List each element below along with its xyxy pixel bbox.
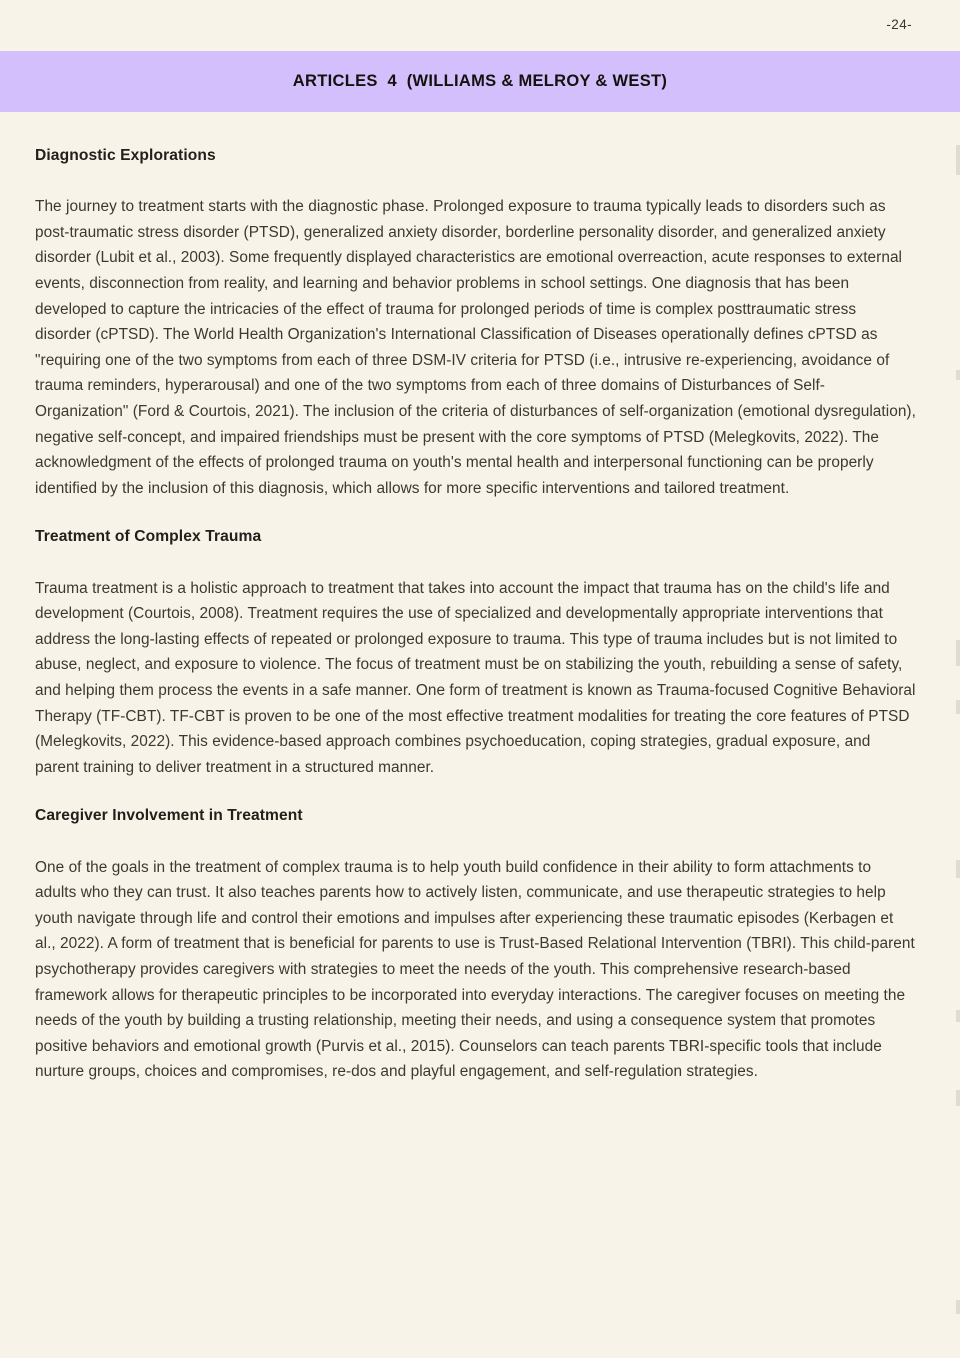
section-paragraph: One of the goals in the treatment of complex trauma is to help youth build confidence in their ability to form attachments to adults who they can trust. It also teaches parents how to actively listen, communicate, and use therapeutic strategies to help youth navigate through life and control their emotions and impulses after experiencing these traumatic episodes (Kerbagen et al., 2022). A form of treatment that is beneficial for parents to use is Trust-Based Relational Intervention (TBRI). This child-parent psychotherapy provides caregivers with strategies to meet the needs of the youth. This comprehensive research-based framework allows for therapeutic principles to be incorporated into everyday interactions. The caregiver focuses on meeting the needs of the youth by building a trusting relationship, meeting their needs, and using a consequence system that promotes positive behaviors and emotional growth (Purvis et al., 2015). Counselors can teach parents TBRI-specific tools that include nurture groups, choices and compromises, re-dos and playful engagement, and self-regulation strategies.: [35, 858, 915, 1081]
section-treatment-of-complex-trauma: [35, 527, 916, 780]
heading-spacer: [35, 174, 916, 194]
section-caregiver-involvement-in-treatment: [35, 806, 916, 1085]
section-paragraph: Trauma treatment is a holistic approach to treatment that takes into account the impact that trauma has on the child's life and development (Courtois, 2008). Treatment requires the use of specialized and developmentally appropriate interventions that address the long-lasting effects of repeated or prolonged exposure to trauma. This type of trauma includes but is not limited to abuse, neglect, and exposure to violence. The focus of treatment must be on stabilizing the youth, rebuilding a sense of safety, and helping them process the events in a safe manner. One form of treatment is known as Trauma-focused Cognitive Behavioral Therapy (TF-CBT). TF-CBT is proven to be one of the most effective treatment modalities for treating the core features of PTSD (Melegkovits, 2022). This evidence-based approach combines psychoeducation, coping strategies, gradual exposure, and parent training to deliver treatment in a structured manner.: [35, 579, 916, 776]
section-heading: Diagnostic Explorations: [35, 147, 216, 164]
heading-spacer: [35, 556, 916, 576]
running-header-band: [0, 51, 960, 112]
section-heading: Caregiver Involvement in Treatment: [35, 807, 303, 825]
document-body: [0, 112, 960, 1085]
running-header-title: ARTICLES 4 (WILLIAMS & MELROY & WEST): [292, 72, 668, 90]
page-number: -24-: [886, 17, 912, 32]
section-paragraph: The journey to treatment starts with the diagnostic phase. Prolonged exposure to trauma typically leads to disorders such as post-traumatic stress disorder (PTSD), generalized anxiety disorder, borderline personality disorder, and generalized anxiety disorder (Lubit et al., 2003). Some frequently displayed characteristics are emotional overreaction, acute responses to external events, disconnection from reality, and learning and behavior problems in school settings. One diagnosis that has been developed to capture the intricacies of the effect of trauma for prolonged periods of time is complex posttraumatic stress disorder (cPTSD). The World Health Organization's International Classification of Diseases operationally defines cPTSD as "requiring one of the two symptoms from each of three DSM-IV criteria for PTSD (i.e., intrusive re-experiencing, avoidance of trauma reminders, hyperarousal) and one of the two symptoms from each of three domains of Disturbances of Self-Organization" (Ford & Courtois, 2021). The inclusion of the criteria of disturbances of self-organization (emotional dysregulation), negative self-concept, and impaired friendships must be present with the core symptoms of PTSD (Melegkovits, 2022). The acknowledgment of the effects of prolonged trauma on youth's mental health and interpersonal functioning can be properly identified by the inclusion of this diagnosis, which allows for more specific interventions and tailored treatment.: [35, 198, 916, 497]
heading-spacer: [35, 835, 916, 855]
section-heading: Treatment of Complex Trauma: [35, 528, 262, 546]
section-diagnostic-explorations: [35, 146, 916, 501]
